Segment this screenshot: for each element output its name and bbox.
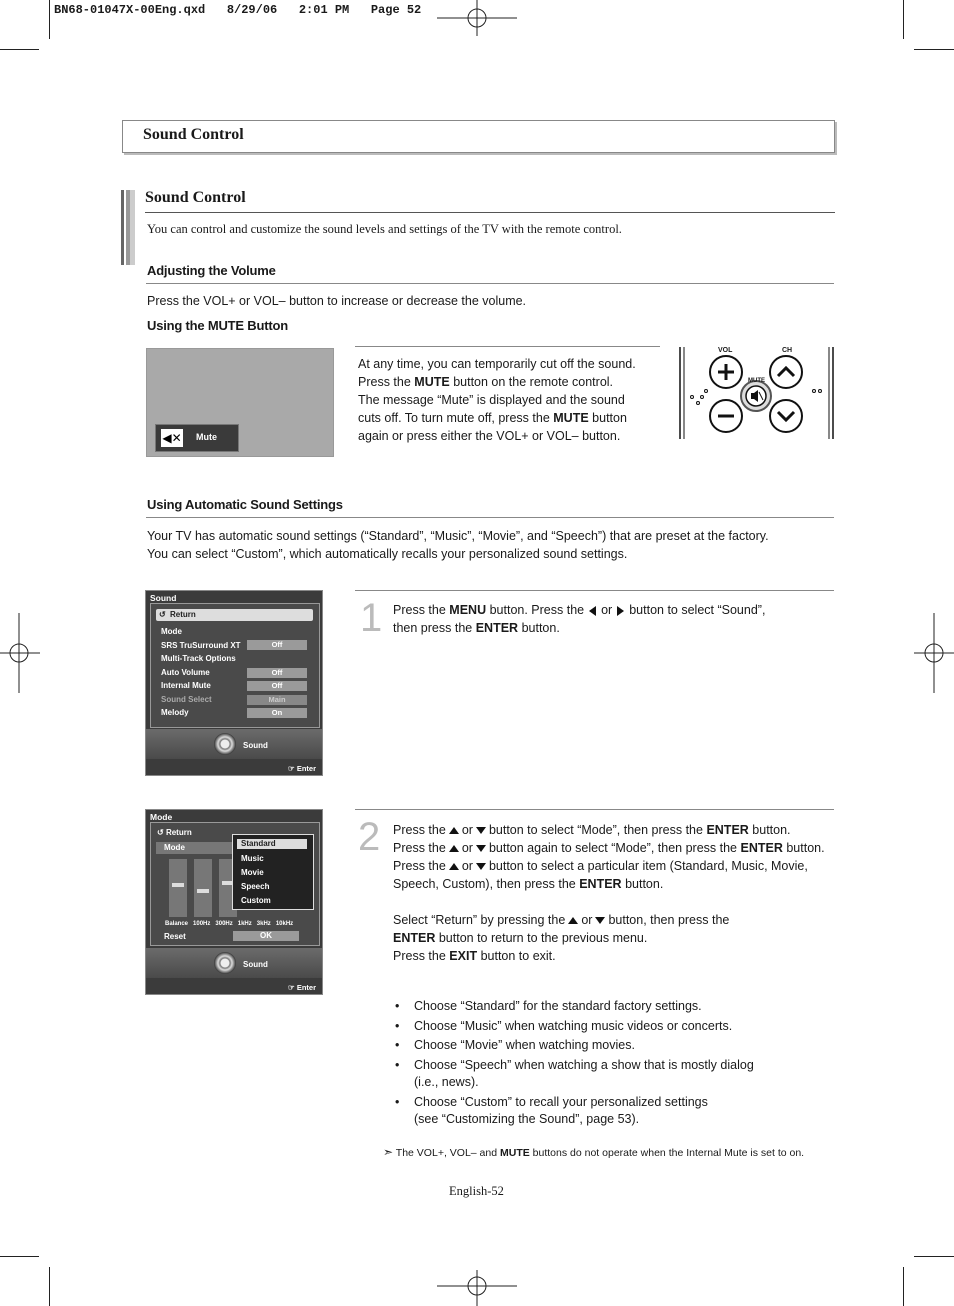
enter-keyword: ENTER [706,823,749,837]
step-1-rule [355,590,834,591]
speaker-icon [214,952,236,974]
auto-rule [146,517,834,518]
return-icon: ↺ [159,610,166,619]
mute-keyword: MUTE [414,375,450,389]
osd-menu-item[interactable]: Mode [161,627,182,636]
step-2-or: or [461,823,473,837]
osd-menu-item[interactable]: Auto Volume [161,668,210,677]
volume-rule [146,283,834,284]
step-2-line-2 [393,839,848,857]
osd-return-label: Return [165,828,192,837]
mute-line-4-pre: cuts off. To turn mute off, press the [358,411,550,425]
step-2-return-line-2 [393,929,848,947]
enter-icon: ☞ [288,983,295,992]
bullet-text: Choose “Custom” to recall your personalized settings [414,1094,708,1109]
mute-keyword: MUTE [553,411,589,425]
mode-option[interactable]: Custom [241,896,271,905]
bullet-text: (see “Customizing the Sound”, page 53). [414,1112,640,1126]
volume-text: Press the VOL+ or VOL– button to increase or decrease the volume. [147,294,527,308]
section-intro: You can control and customize the sound levels and settings of the TV with the remote control. [147,222,622,236]
registration-mark [437,1270,517,1306]
osd-return-label: Return [170,610,196,619]
enter-keyword: ENTER [475,621,519,635]
step-1-number: 1 [360,596,383,640]
remote-mute-label: MUTE [748,378,765,384]
step-1-or: or [601,603,613,617]
up-arrow-icon [449,827,459,834]
osd-menu-value: On [247,708,307,718]
exit-keyword: EXIT [449,949,478,963]
step-1-b: button. Press the [489,603,585,617]
auto-line-1: Your TV has automatic sound settings (“Standard”, “Music”, “Movie”, and “Speech”) that are preset at the factory. [147,529,769,543]
step-2-r1-rest: button, then press the [608,913,730,927]
down-arrow-icon [595,917,605,924]
mute-line-3: The message “Mute” is displayed and the sound [358,393,625,407]
osd-title: Sound [150,593,177,603]
bullet-text: (i.e., news). [414,1075,479,1089]
bullet-item: • Choose “Music” when watching music videos or concerts. [393,1017,754,1037]
crop-mark [49,1267,50,1306]
crop-mark [903,0,904,39]
osd-menu-item[interactable]: SRS TruSurround XT [161,641,241,650]
osd-enter-label: Enter [296,983,316,992]
step-2-exit-line [393,947,848,965]
bullet-item: • Choose “Standard” for the standard factory settings. [393,997,754,1017]
mode-dropdown [232,834,314,910]
menu-keyword: MENU [449,603,487,617]
auto-line-2: You can select “Custom”, which automatically recalls your personalized sound settings. [147,547,628,561]
osd-menu-item-disabled: Sound Select [161,695,212,704]
osd-menu-value: Off [247,668,307,678]
osd-menu-value: Off [247,681,307,691]
step-1-c: button to select “Sound”, [629,603,766,617]
step-2-r1: Select “Return” by pressing the [393,913,566,927]
mute-line-2 [358,373,658,391]
mute-text [358,355,658,445]
up-arrow-icon [449,845,459,852]
print-header: BN68-01047X-00Eng.qxd 8/29/06 2:01 PM Page 52 [54,3,422,17]
enter-keyword: ENTER [740,841,783,855]
osd-enter-label: Enter [296,764,316,773]
note-b: buttons do not operate when the Internal Mute is set to on. [532,1147,805,1159]
bullet-item [393,1057,754,1092]
osd-footer-label: Sound [243,741,268,750]
eq-label: 100Hz [193,921,211,927]
step-2-line-3 [393,857,848,875]
mute-line-5: again or press either the VOL+ or VOL– button. [358,429,621,443]
eq-slider-knob [172,883,184,887]
mute-speaker-icon: ◀✕ [162,431,182,445]
step-2-l1: button to select “Mode”, then press the [488,823,703,837]
section-title: Sound Control [145,189,246,206]
mode-bullets [393,997,754,1129]
down-arrow-icon [476,863,486,870]
mode-option[interactable]: Movie [241,868,264,877]
spacer [393,893,848,911]
mode-option[interactable]: Speech [241,882,270,891]
chapter-title: Sound Control [143,126,244,143]
left-arrow-icon [589,606,596,616]
step-1-e: button. [521,621,560,635]
page-number: English-52 [449,1184,504,1198]
eq-slider[interactable] [169,859,187,917]
eq-label: 1kHz [237,921,252,927]
osd-footer [146,729,322,759]
section-rule [145,212,835,213]
step-1-a: Press the [393,603,446,617]
mute-text-rule [355,346,660,347]
osd-enter-hint [288,983,316,992]
enter-keyword: ENTER [393,931,436,945]
step-2-or: or [461,859,473,873]
up-arrow-icon [568,917,578,924]
mute-osd [155,424,239,452]
step-2-r3-rest: button to exit. [480,949,556,963]
step-2-rule [355,809,834,810]
registration-mark [914,613,954,693]
eq-label: 300Hz [215,921,233,927]
auto-heading: Using Automatic Sound Settings [147,497,343,512]
osd-menu-value: Off [247,640,307,650]
step-2-line-1 [393,821,848,839]
bullet-item [393,1094,754,1129]
mode-option-selected[interactable]: Standard [237,839,307,849]
crop-mark [903,1267,904,1306]
remote-control-illustration [678,345,836,441]
eq-slider[interactable] [194,859,212,917]
volume-heading: Adjusting the Volume [147,263,276,278]
mute-line-4-rest: button [592,411,627,425]
mute-line-2-pre: Press the [358,375,411,389]
note-arrow-icon: ➣ [383,1145,394,1159]
mute-osd-label: Mute [196,432,217,442]
step-2-button: button. [752,823,791,837]
step-2-button: button. [786,841,825,855]
eq-label: Balance [165,921,189,927]
mode-option[interactable]: Music [241,854,264,863]
osd-footer [146,948,322,978]
registration-mark [0,613,40,693]
step-1-line-2 [393,619,823,637]
down-arrow-icon [476,845,486,852]
osd-mode-row[interactable] [156,842,234,854]
step-1-text [393,601,823,637]
mute-keyword: MUTE [500,1147,530,1159]
step-2-l4: Speech, Custom), then press the [393,877,576,891]
osd-title: Mode [150,812,173,822]
step-2-or: or [581,913,593,927]
note-a: The VOL+, VOL– and [395,1147,498,1159]
return-icon: ↺ [157,828,164,837]
eq-label: 3kHz [256,921,271,927]
step-2-button: button. [625,877,664,891]
step-2-press: Press the [393,823,446,837]
down-arrow-icon [476,827,486,834]
registration-mark [437,0,517,36]
osd-ok-button[interactable]: OK [233,931,299,941]
mute-line-2-rest: button on the remote control. [453,375,614,389]
step-1-line-1 [393,601,823,619]
speaker-icon [214,733,236,755]
mute-line-1: At any time, you can temporarily cut off the sound. [358,357,636,371]
step-2-press: Press the [393,841,446,855]
mute-heading: Using the MUTE Button [147,318,288,333]
enter-keyword: ENTER [579,877,622,891]
bullet-text: Choose “Speech” when watching a show that is mostly dialog [414,1057,754,1072]
step-2-l3: button to select a particular item (Standard, Music, Movie, [488,859,808,873]
section-side-bar [121,190,135,265]
step-2-text [393,821,848,965]
mute-line-4 [358,409,658,427]
osd-enter-hint [288,764,316,773]
auto-text [147,527,769,563]
osd-menu-value: Main [247,695,307,705]
step-2-r2: button to return to the previous menu. [438,931,648,945]
step-2-or: or [461,841,473,855]
osd-menu-item[interactable]: Melody [161,708,189,717]
remote-ch-label: CH [782,347,793,354]
osd-return-item[interactable] [157,828,192,837]
crop-mark [0,1256,39,1257]
step-2-line-4 [393,875,848,893]
note [383,1145,804,1159]
remote-vol-label: VOL [718,347,733,354]
osd-mode-label: Mode [164,843,185,852]
eq-slider-knob [197,889,209,893]
step-1-d: then press the [393,621,473,635]
crop-mark [914,1256,954,1257]
enter-icon: ☞ [288,764,295,773]
eq-labels [165,921,293,927]
step-2-l2: button again to select “Mode”, then press the [488,841,738,855]
crop-mark [0,49,39,50]
bullet-item: • Choose “Movie” when watching movies. [393,1036,754,1056]
osd-reset-label[interactable]: Reset [164,932,186,941]
osd-menu-item[interactable]: Multi-Track Options [161,654,236,663]
step-2-return-line [393,911,848,929]
osd-menu-item[interactable]: Internal Mute [161,681,211,690]
osd-menu-panel [150,603,320,728]
up-arrow-icon [449,863,459,870]
step-2-number: 2 [358,815,381,859]
step-2-r3: Press the [393,949,446,963]
eq-label: 10kHz [275,921,294,927]
right-arrow-icon [617,606,624,616]
crop-mark [49,0,50,39]
osd-return-item[interactable] [156,609,313,621]
sound-menu-osd [145,590,323,776]
mode-menu-osd [145,809,323,995]
osd-footer-label: Sound [243,960,268,969]
crop-mark [914,49,954,50]
step-2-press: Press the [393,859,446,873]
